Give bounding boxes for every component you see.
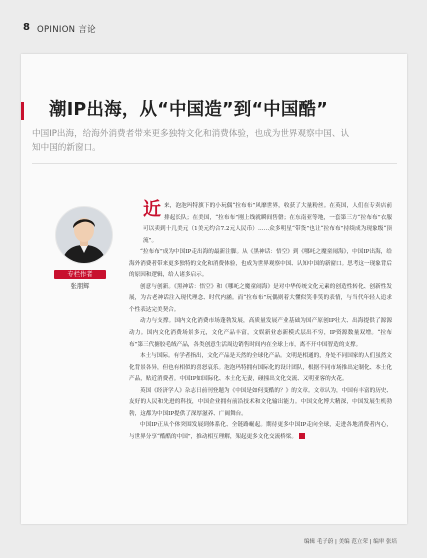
paragraph: 英国《经济学人》杂志日前刊登题为《中国是如何变酷的？》的文章。文章认为，中国有丰富的历史、友好的人民和先进的科技，中国企业拥有前沿技术和文化输出能力。中国文化博大精深，中国发展生机勃勃，这都为中国IP提供了深厚滋养、广阔舞台。 [129,387,392,417]
divider [32,163,397,164]
article-body [129,201,392,443]
paragraph: “拉布布”成为中国IP走出海的最新注脚。从《黑神话：悟空》到《哪吒之魔童闹海》，中国IP出海，给海外消费者带来更多独特的文化和消费体验，也成为世界观察中国、认知中国的新窗口。思考这一现象背后的原因和逻辑，给人诸多启示。 [129,249,392,279]
author-tag: 专栏作者 [54,270,106,279]
author-avatar [55,206,113,264]
paragraph [129,420,392,443]
paragraph: 动力与支撑。国内文化消费市场蓬勃发展，高质量发展产业基础为国产原创IP壮大、出海提供了源源动力。国内文化消费场景多元，文化产品丰富，文娱新业态新模式层出不穷，IP资源数量双增。“拉布布”第三代搪胶毛绒产品，各类创意生活周边销售时间内在全球上市，离不开中国智造的支撑。 [129,318,392,348]
paragraph-text: 来，泡泡玛特旗下的小玩偶“拉布布”风靡世界，收获了大量粉丝。在英国，人们在专卖店前排起长队；在美国，“拉布布”刚上线就瞬间售罄；在东南亚等地，一套第三方“拉布布”衣服可以卖到十几美元（1美元约合7.2元人民币）……众多明星“带货”也让“拉布布”持续成为现象级“顶流”。 [143,203,392,244]
drop-cap: 近 [143,199,161,220]
editor-credits: 编辑 毛子蔚 | 美编 范立荣 | 编审 张培 [304,539,397,545]
author-name: 张朋辉 [70,283,90,290]
headline-accent-bar [21,102,24,120]
paragraph [129,201,392,247]
author-portrait-icon [56,207,112,263]
paragraph-text: 中国IP正从个体突围发展到体系化、全链路崛起。期待更多中国IP走向全球，走进各地消费者内心，与世界分享“酷酷的中国”，推动相互理解，架起更多文化交流桥梁。 [129,422,392,440]
headline: 潮IP出海，从“中国造”到“中国酷” [49,100,328,120]
paragraph: 创意与创新。《黑神话：悟空》和《哪吒之魔童闹海》是对中华传统文化元素的创造性转化、创新性发展，为古老神话注入现代理念、时代内涵。而“拉布布”玩偶则着大懂似笑非笑的表情，与当代年轻人追求个性表达完美契合。 [129,283,392,313]
standfirst: 中国IP出海，给海外消费者带来更多独特文化和消费体验，也成为世界观察中国、认知中国的新窗口。 [32,129,350,153]
page-number: 8 [23,22,30,33]
end-mark-icon [299,433,305,439]
article-page [21,54,407,524]
section-label: OPINION 言论 [37,25,96,35]
paragraph: 本土与国际。有学者指出，文化产品是天然的全球化产品。文明是相通的，身处不同国家的人们虽然文化背景各异，但也有相似的喜怒哀乐。泡泡玛特拥有国际化的设计团队，根据不同市场推出定制化、本土化产品，贴近消费者。中国IP如国际化、本土化无妻，碰撞出文化交流、又明亚客的火花。 [129,353,392,383]
